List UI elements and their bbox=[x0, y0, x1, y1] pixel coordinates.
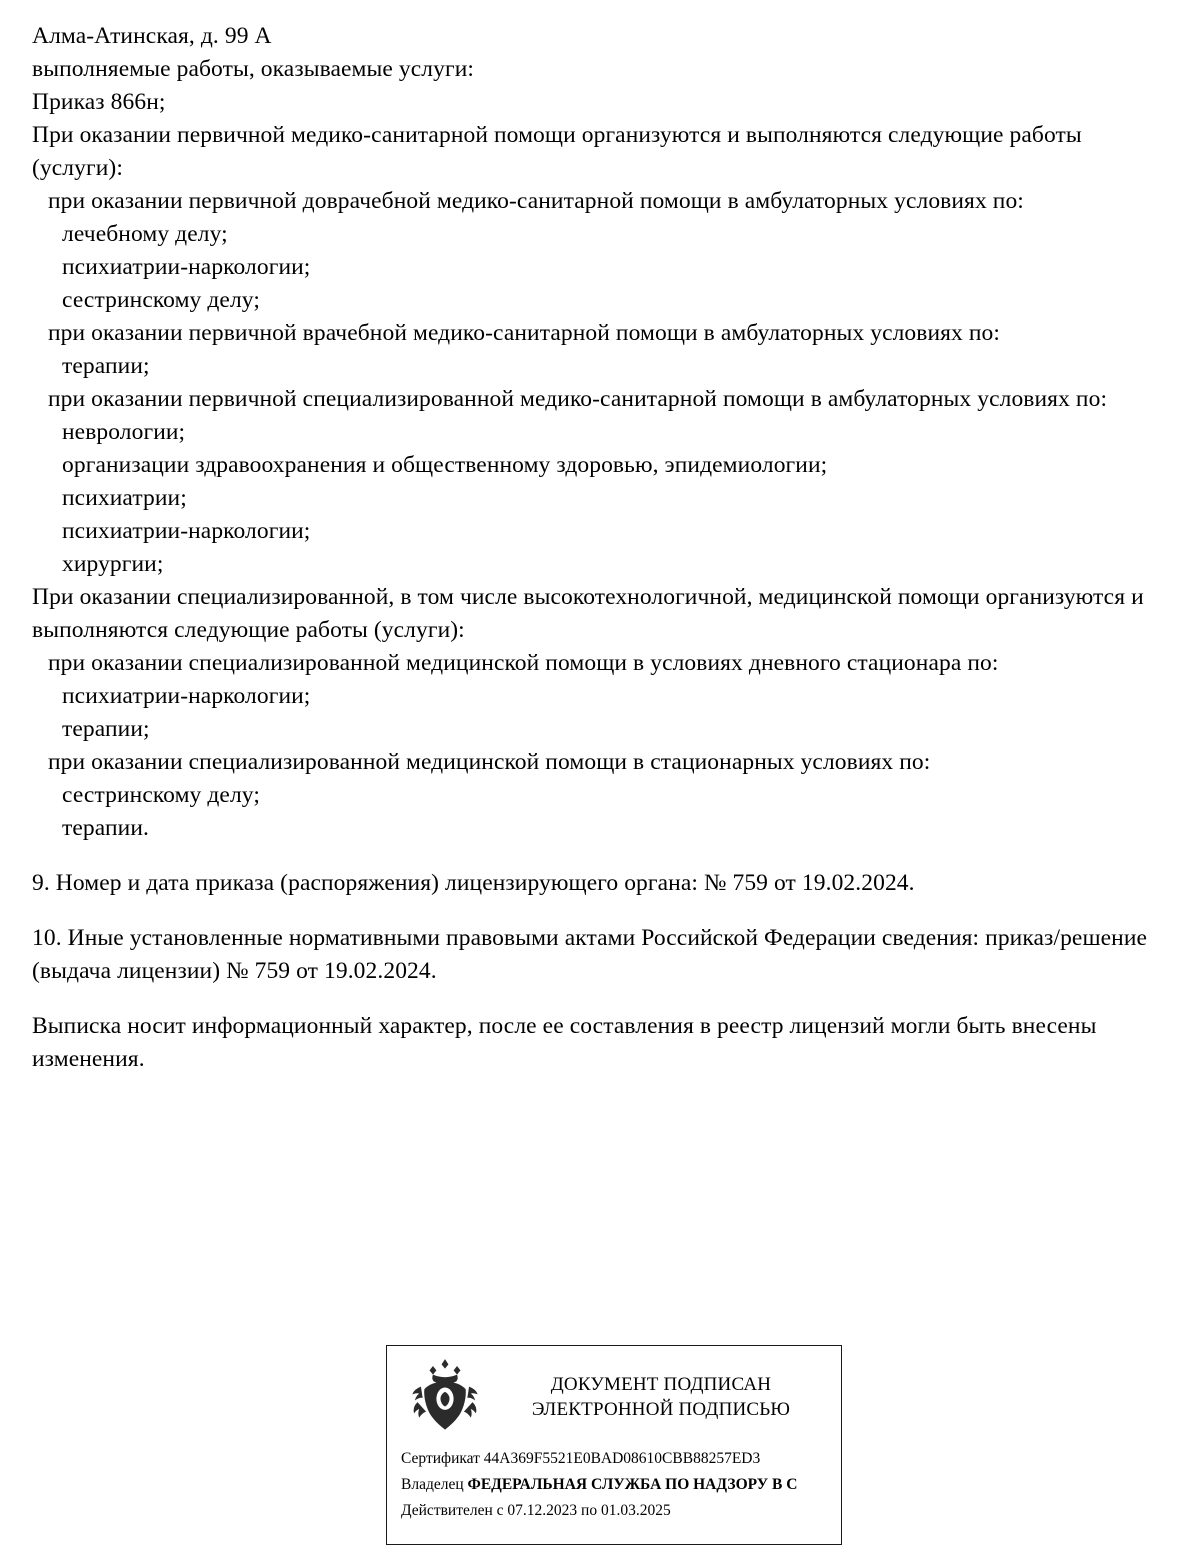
document-paragraph: хирургии; bbox=[62, 551, 164, 577]
document-paragraph: при оказании специализированной медицинской помощи в условиях дневного стационара по: bbox=[48, 650, 999, 676]
document-paragraph: при оказании первичной врачебной медико-санитарной помощи в амбулаторных условиях по: bbox=[48, 320, 1001, 346]
document-paragraph: выполняемые работы, оказываемые услуги: bbox=[32, 56, 475, 82]
stamp-fields bbox=[387, 1442, 841, 1524]
paragraph-spacer bbox=[32, 988, 1172, 1010]
stamp-valid-to: 01.03.2025 bbox=[600, 1502, 671, 1519]
stamp-certificate-label: Сертификат bbox=[401, 1450, 480, 1467]
document-paragraph: организации здравоохранения и общественному здоровью, эпидемиологии; bbox=[62, 452, 828, 478]
document-paragraph: психиатрии; bbox=[62, 485, 187, 511]
stamp-title bbox=[491, 1372, 841, 1422]
stamp-owner-row bbox=[401, 1472, 841, 1498]
paragraph-spacer bbox=[32, 845, 1172, 867]
stamp-certificate-value: 44A369F5521E0BAD08610CBB88257ED3 bbox=[483, 1450, 761, 1467]
document-paragraph: терапии; bbox=[62, 353, 150, 379]
document-paragraph: Алма-Атинская, д. 99 А bbox=[32, 23, 272, 49]
document-paragraph: при оказании специализированной медицинской помощи в стационарных условиях по: bbox=[48, 749, 931, 775]
document-paragraph: терапии. bbox=[62, 815, 149, 841]
document-text-body bbox=[32, 20, 1172, 1076]
document-paragraph: При оказании первичной медико-санитарной помощи организуются и выполняются следующие работы (услуги): bbox=[32, 122, 1088, 181]
document-paragraph: терапии; bbox=[62, 716, 150, 742]
document-paragraph: сестринскому делу; bbox=[62, 287, 260, 313]
stamp-header bbox=[387, 1346, 841, 1442]
stamp-certificate-row bbox=[401, 1446, 841, 1472]
document-paragraph: 10. Иные установленные нормативными правовыми актами Российской Федерации сведения: приказ/решение (выдача лицензии) № 759 от 19.02.2024. bbox=[32, 925, 1154, 984]
document-paragraph: сестринскому делу; bbox=[62, 782, 260, 808]
document-paragraph: при оказании первичной доврачебной медико-санитарной помощи в амбулаторных условиях по: bbox=[48, 188, 1024, 214]
stamp-title-line-2: ЭЛЕКТРОННОЙ ПОДПИСЬЮ bbox=[531, 1399, 791, 1420]
document-paragraph: при оказании первичной специализированной медико-санитарной помощи в амбулаторных условиях по: bbox=[48, 386, 1108, 412]
document-paragraph: неврологии; bbox=[62, 419, 186, 445]
document-paragraph: 9. Номер и дата приказа (распоряжения) лицензирующего органа: № 759 от 19.02.2024. bbox=[32, 870, 915, 896]
stamp-valid-mid: по bbox=[581, 1502, 598, 1519]
stamp-title-line-1: ДОКУМЕНТ ПОДПИСАН bbox=[550, 1374, 772, 1395]
stamp-validity-row bbox=[401, 1498, 841, 1524]
document-paragraph: Выписка носит информационный характер, после ее составления в реестр лицензий могли быть внесены изменения. bbox=[32, 1013, 1103, 1072]
stamp-valid-from: 07.12.2023 bbox=[507, 1502, 578, 1519]
stamp-owner-value: ФЕДЕРАЛЬНАЯ СЛУЖБА ПО НАДЗОРУ В С bbox=[467, 1476, 798, 1493]
paragraph-spacer bbox=[32, 900, 1172, 922]
document-paragraph: психиатрии-наркологии; bbox=[62, 254, 311, 280]
russian-coat-of-arms-icon bbox=[399, 1353, 491, 1441]
document-paragraph: Приказ 866н; bbox=[32, 89, 166, 115]
stamp-owner-label: Владелец bbox=[401, 1476, 464, 1493]
document-paragraph: психиатрии-наркологии; bbox=[62, 683, 311, 709]
document-paragraph: лечебному делу; bbox=[62, 221, 228, 247]
document-paragraph: При оказании специализированной, в том числе высокотехнологичной, медицинской помощи организуются и выполняются следующие работы (услуги): bbox=[32, 584, 1150, 643]
stamp-valid-label: Действителен с bbox=[401, 1502, 504, 1519]
electronic-signature-stamp bbox=[386, 1345, 842, 1545]
document-paragraph: психиатрии-наркологии; bbox=[62, 518, 311, 544]
